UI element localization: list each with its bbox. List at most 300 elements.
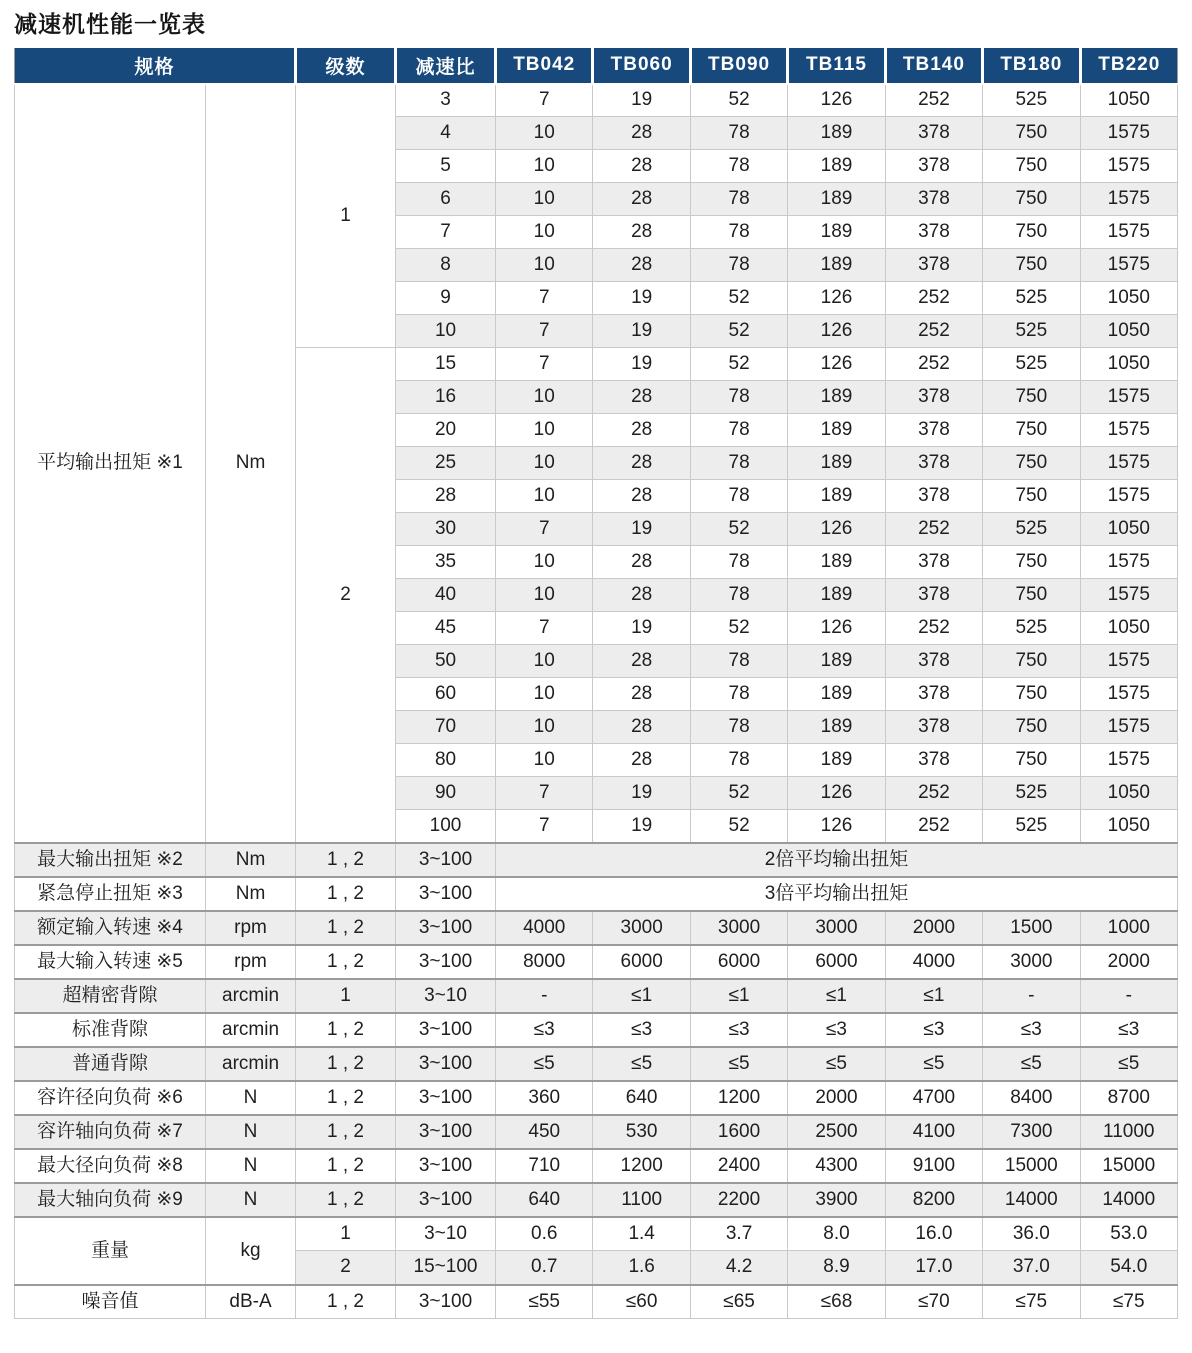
- unit-cell: Nm: [206, 84, 296, 843]
- value-cell: 28: [593, 414, 690, 447]
- header-model-TB090: TB090: [690, 48, 787, 84]
- value-cell: 126: [788, 513, 885, 546]
- value-cell: 10: [496, 216, 593, 249]
- value-cell: 1600: [690, 1115, 787, 1149]
- table-row: [15, 843, 1178, 877]
- value-cell: 19: [593, 777, 690, 810]
- ratio-cell: 20: [396, 414, 496, 447]
- value-cell: 37.0: [983, 1251, 1080, 1285]
- row-label: 最大输出扭矩 ※2: [15, 843, 206, 877]
- value-cell: 19: [593, 84, 690, 117]
- merged-value-cell: 2倍平均输出扭矩: [496, 843, 1178, 877]
- ratio-cell: 3~100: [396, 1013, 496, 1047]
- value-cell: 10: [496, 414, 593, 447]
- table-header: [15, 48, 1178, 84]
- value-cell: 52: [690, 282, 787, 315]
- unit-cell: rpm: [206, 945, 296, 979]
- value-cell: 52: [690, 810, 787, 843]
- value-cell: 750: [983, 414, 1080, 447]
- ratio-cell: 5: [396, 150, 496, 183]
- ratio-cell: 16: [396, 381, 496, 414]
- value-cell: 525: [983, 810, 1080, 843]
- value-cell: 28: [593, 249, 690, 282]
- header-model-TB115: TB115: [788, 48, 885, 84]
- value-cell: 14000: [983, 1183, 1080, 1217]
- value-cell: ≤65: [690, 1285, 787, 1319]
- value-cell: 126: [788, 777, 885, 810]
- value-cell: 10: [496, 546, 593, 579]
- value-cell: 78: [690, 744, 787, 777]
- ratio-cell: 45: [396, 612, 496, 645]
- value-cell: 10: [496, 249, 593, 282]
- value-cell: 378: [885, 480, 982, 513]
- value-cell: 450: [496, 1115, 593, 1149]
- value-cell: ≤68: [788, 1285, 885, 1319]
- value-cell: 189: [788, 744, 885, 777]
- value-cell: 750: [983, 117, 1080, 150]
- row-label: 额定输入转速 ※4: [15, 911, 206, 945]
- value-cell: ≤5: [885, 1047, 982, 1081]
- ratio-cell: 10: [396, 315, 496, 348]
- value-cell: 4000: [885, 945, 982, 979]
- value-cell: 78: [690, 447, 787, 480]
- value-cell: 6000: [788, 945, 885, 979]
- value-cell: 53.0: [1080, 1217, 1177, 1251]
- value-cell: 1575: [1080, 117, 1177, 150]
- value-cell: 1.4: [593, 1217, 690, 1251]
- value-cell: 189: [788, 480, 885, 513]
- spec-table: [14, 48, 1178, 1320]
- unit-cell: Nm: [206, 843, 296, 877]
- ratio-cell: 40: [396, 579, 496, 612]
- table-row: [15, 979, 1178, 1013]
- stage-cell: 1 , 2: [296, 877, 396, 911]
- stage-cell: 1 , 2: [296, 843, 396, 877]
- value-cell: 1575: [1080, 381, 1177, 414]
- value-cell: 1050: [1080, 612, 1177, 645]
- value-cell: 1575: [1080, 150, 1177, 183]
- ratio-cell: 35: [396, 546, 496, 579]
- value-cell: 1050: [1080, 282, 1177, 315]
- ratio-cell: 3~100: [396, 1149, 496, 1183]
- value-cell: 378: [885, 744, 982, 777]
- value-cell: 36.0: [983, 1217, 1080, 1251]
- value-cell: 19: [593, 348, 690, 381]
- table-body: [15, 84, 1178, 1319]
- value-cell: 750: [983, 447, 1080, 480]
- value-cell: 1100: [593, 1183, 690, 1217]
- value-cell: 378: [885, 381, 982, 414]
- value-cell: -: [983, 979, 1080, 1013]
- table-row: [15, 1285, 1178, 1319]
- value-cell: 1050: [1080, 810, 1177, 843]
- unit-cell: dB-A: [206, 1285, 296, 1319]
- value-cell: 52: [690, 84, 787, 117]
- value-cell: 1575: [1080, 183, 1177, 216]
- value-cell: 54.0: [1080, 1251, 1177, 1285]
- value-cell: 1575: [1080, 480, 1177, 513]
- row-label: 最大径向负荷 ※8: [15, 1149, 206, 1183]
- value-cell: ≤3: [593, 1013, 690, 1047]
- table-row: [15, 945, 1178, 979]
- value-cell: 189: [788, 183, 885, 216]
- value-cell: 252: [885, 513, 982, 546]
- value-cell: 378: [885, 447, 982, 480]
- value-cell: ≤3: [496, 1013, 593, 1047]
- ratio-cell: 30: [396, 513, 496, 546]
- value-cell: ≤5: [1080, 1047, 1177, 1081]
- value-cell: 189: [788, 249, 885, 282]
- value-cell: 1050: [1080, 315, 1177, 348]
- value-cell: 378: [885, 117, 982, 150]
- ratio-cell: 6: [396, 183, 496, 216]
- value-cell: 750: [983, 546, 1080, 579]
- value-cell: 378: [885, 678, 982, 711]
- value-cell: 750: [983, 150, 1080, 183]
- value-cell: 378: [885, 249, 982, 282]
- unit-cell: N: [206, 1183, 296, 1217]
- stage-cell: 1 , 2: [296, 911, 396, 945]
- value-cell: 28: [593, 381, 690, 414]
- stage-cell: 2: [296, 348, 396, 843]
- value-cell: 78: [690, 480, 787, 513]
- value-cell: 3000: [788, 911, 885, 945]
- ratio-cell: 3~100: [396, 1115, 496, 1149]
- header-ratio: 减速比: [396, 48, 496, 84]
- value-cell: 1.6: [593, 1251, 690, 1285]
- value-cell: 8200: [885, 1183, 982, 1217]
- ratio-cell: 3: [396, 84, 496, 117]
- table-row: [15, 1183, 1178, 1217]
- value-cell: 126: [788, 84, 885, 117]
- value-cell: 750: [983, 183, 1080, 216]
- value-cell: ≤75: [1080, 1285, 1177, 1319]
- value-cell: 6000: [690, 945, 787, 979]
- ratio-cell: 25: [396, 447, 496, 480]
- value-cell: 7: [496, 810, 593, 843]
- value-cell: 52: [690, 777, 787, 810]
- value-cell: ≤70: [885, 1285, 982, 1319]
- unit-cell: kg: [206, 1217, 296, 1285]
- value-cell: 3000: [983, 945, 1080, 979]
- value-cell: 189: [788, 579, 885, 612]
- value-cell: 750: [983, 711, 1080, 744]
- value-cell: 189: [788, 546, 885, 579]
- value-cell: ≤1: [885, 979, 982, 1013]
- stage-cell: 2: [296, 1251, 396, 1285]
- value-cell: 78: [690, 150, 787, 183]
- value-cell: ≤3: [885, 1013, 982, 1047]
- value-cell: 189: [788, 414, 885, 447]
- ratio-cell: 3~10: [396, 979, 496, 1013]
- value-cell: 8.0: [788, 1217, 885, 1251]
- value-cell: ≤75: [983, 1285, 1080, 1319]
- value-cell: 17.0: [885, 1251, 982, 1285]
- value-cell: 2500: [788, 1115, 885, 1149]
- value-cell: 1575: [1080, 711, 1177, 744]
- value-cell: ≤1: [593, 979, 690, 1013]
- header-row: [15, 48, 1178, 84]
- header-model-TB042: TB042: [496, 48, 593, 84]
- value-cell: 78: [690, 645, 787, 678]
- value-cell: 10: [496, 678, 593, 711]
- value-cell: 126: [788, 612, 885, 645]
- value-cell: ≤55: [496, 1285, 593, 1319]
- ratio-cell: 80: [396, 744, 496, 777]
- value-cell: 78: [690, 381, 787, 414]
- value-cell: 189: [788, 678, 885, 711]
- value-cell: -: [496, 979, 593, 1013]
- stage-cell: 1 , 2: [296, 1081, 396, 1115]
- value-cell: 378: [885, 645, 982, 678]
- value-cell: 189: [788, 216, 885, 249]
- header-model-TB220: TB220: [1080, 48, 1177, 84]
- row-label: 超精密背隙: [15, 979, 206, 1013]
- unit-cell: N: [206, 1081, 296, 1115]
- stage-cell: 1: [296, 979, 396, 1013]
- value-cell: 28: [593, 216, 690, 249]
- value-cell: 9100: [885, 1149, 982, 1183]
- value-cell: 78: [690, 414, 787, 447]
- stage-cell: 1 , 2: [296, 1013, 396, 1047]
- table-row: [15, 911, 1178, 945]
- stage-cell: 1: [296, 1217, 396, 1251]
- unit-cell: arcmin: [206, 1013, 296, 1047]
- value-cell: 10: [496, 744, 593, 777]
- value-cell: 78: [690, 678, 787, 711]
- value-cell: ≤3: [690, 1013, 787, 1047]
- value-cell: 11000: [1080, 1115, 1177, 1149]
- value-cell: 252: [885, 282, 982, 315]
- value-cell: 750: [983, 480, 1080, 513]
- value-cell: 78: [690, 249, 787, 282]
- row-label-avg-output-torque: 平均输出扭矩 ※1: [15, 84, 206, 843]
- table-row: [15, 1013, 1178, 1047]
- unit-cell: N: [206, 1115, 296, 1149]
- value-cell: 525: [983, 612, 1080, 645]
- value-cell: 7: [496, 282, 593, 315]
- value-cell: 750: [983, 678, 1080, 711]
- value-cell: 10: [496, 645, 593, 678]
- value-cell: 525: [983, 348, 1080, 381]
- value-cell: 28: [593, 711, 690, 744]
- value-cell: 4100: [885, 1115, 982, 1149]
- ratio-cell: 15: [396, 348, 496, 381]
- value-cell: 4700: [885, 1081, 982, 1115]
- ratio-cell: 4: [396, 117, 496, 150]
- header-stage: 级数: [296, 48, 396, 84]
- value-cell: 78: [690, 183, 787, 216]
- value-cell: 126: [788, 315, 885, 348]
- value-cell: 28: [593, 150, 690, 183]
- value-cell: 7: [496, 513, 593, 546]
- value-cell: 2200: [690, 1183, 787, 1217]
- value-cell: 52: [690, 612, 787, 645]
- value-cell: 710: [496, 1149, 593, 1183]
- stage-cell: 1 , 2: [296, 1285, 396, 1319]
- value-cell: 640: [593, 1081, 690, 1115]
- value-cell: ≤3: [983, 1013, 1080, 1047]
- row-label: 紧急停止扭矩 ※3: [15, 877, 206, 911]
- page-title: 减速机性能一览表: [14, 11, 206, 37]
- value-cell: 19: [593, 612, 690, 645]
- value-cell: 52: [690, 348, 787, 381]
- ratio-cell: 28: [396, 480, 496, 513]
- unit-cell: rpm: [206, 911, 296, 945]
- value-cell: ≤3: [788, 1013, 885, 1047]
- value-cell: 2400: [690, 1149, 787, 1183]
- value-cell: 1575: [1080, 546, 1177, 579]
- value-cell: 1575: [1080, 579, 1177, 612]
- value-cell: 28: [593, 645, 690, 678]
- merged-value-cell: 3倍平均输出扭矩: [496, 877, 1178, 911]
- value-cell: ≤5: [983, 1047, 1080, 1081]
- stage-cell: 1 , 2: [296, 1183, 396, 1217]
- value-cell: 0.7: [496, 1251, 593, 1285]
- value-cell: 19: [593, 282, 690, 315]
- value-cell: 19: [593, 810, 690, 843]
- value-cell: 10: [496, 183, 593, 216]
- row-label: 容许径向负荷 ※6: [15, 1081, 206, 1115]
- value-cell: 28: [593, 744, 690, 777]
- value-cell: 252: [885, 612, 982, 645]
- value-cell: 78: [690, 546, 787, 579]
- table-row: [15, 1115, 1178, 1149]
- value-cell: 7: [496, 348, 593, 381]
- ratio-cell: 8: [396, 249, 496, 282]
- value-cell: 28: [593, 480, 690, 513]
- value-cell: 1200: [690, 1081, 787, 1115]
- value-cell: 750: [983, 216, 1080, 249]
- table-row: [15, 84, 1178, 117]
- value-cell: 4000: [496, 911, 593, 945]
- value-cell: 78: [690, 711, 787, 744]
- value-cell: 378: [885, 546, 982, 579]
- value-cell: 28: [593, 447, 690, 480]
- value-cell: 1575: [1080, 414, 1177, 447]
- value-cell: 1575: [1080, 249, 1177, 282]
- ratio-cell: 3~100: [396, 1081, 496, 1115]
- value-cell: 525: [983, 84, 1080, 117]
- value-cell: ≤5: [496, 1047, 593, 1081]
- header-spec: 规格: [15, 48, 296, 84]
- value-cell: 6000: [593, 945, 690, 979]
- value-cell: 525: [983, 777, 1080, 810]
- value-cell: 750: [983, 744, 1080, 777]
- value-cell: 28: [593, 678, 690, 711]
- ratio-cell: 50: [396, 645, 496, 678]
- value-cell: 525: [983, 315, 1080, 348]
- ratio-cell: 3~100: [396, 1285, 496, 1319]
- stage-cell: 1 , 2: [296, 1115, 396, 1149]
- table-row: [15, 1149, 1178, 1183]
- table-row: [15, 1217, 1178, 1251]
- value-cell: 189: [788, 645, 885, 678]
- value-cell: 10: [496, 117, 593, 150]
- unit-cell: arcmin: [206, 979, 296, 1013]
- value-cell: 1000: [1080, 911, 1177, 945]
- header-model-TB180: TB180: [983, 48, 1080, 84]
- value-cell: 78: [690, 579, 787, 612]
- row-label: 容许轴向负荷 ※7: [15, 1115, 206, 1149]
- value-cell: 52: [690, 315, 787, 348]
- value-cell: ≤3: [1080, 1013, 1177, 1047]
- value-cell: 252: [885, 348, 982, 381]
- value-cell: 3000: [593, 911, 690, 945]
- value-cell: 252: [885, 84, 982, 117]
- value-cell: 360: [496, 1081, 593, 1115]
- value-cell: 252: [885, 315, 982, 348]
- value-cell: 19: [593, 513, 690, 546]
- value-cell: 1050: [1080, 84, 1177, 117]
- value-cell: 28: [593, 579, 690, 612]
- value-cell: 19: [593, 315, 690, 348]
- ratio-cell: 3~100: [396, 1047, 496, 1081]
- value-cell: 10: [496, 711, 593, 744]
- stage-cell: 1 , 2: [296, 1047, 396, 1081]
- value-cell: 1575: [1080, 744, 1177, 777]
- value-cell: 2000: [1080, 945, 1177, 979]
- value-cell: 10: [496, 150, 593, 183]
- value-cell: 1575: [1080, 447, 1177, 480]
- value-cell: 189: [788, 447, 885, 480]
- value-cell: 3900: [788, 1183, 885, 1217]
- value-cell: 1050: [1080, 513, 1177, 546]
- value-cell: 10: [496, 579, 593, 612]
- value-cell: 3.7: [690, 1217, 787, 1251]
- value-cell: 252: [885, 810, 982, 843]
- header-model-TB060: TB060: [593, 48, 690, 84]
- value-cell: 2000: [788, 1081, 885, 1115]
- header-model-TB140: TB140: [885, 48, 982, 84]
- ratio-cell: 3~100: [396, 911, 496, 945]
- value-cell: 378: [885, 183, 982, 216]
- value-cell: 8000: [496, 945, 593, 979]
- ratio-cell: 3~100: [396, 843, 496, 877]
- value-cell: 3000: [690, 911, 787, 945]
- value-cell: 252: [885, 777, 982, 810]
- value-cell: 750: [983, 579, 1080, 612]
- value-cell: 378: [885, 711, 982, 744]
- value-cell: 750: [983, 381, 1080, 414]
- value-cell: 78: [690, 117, 787, 150]
- value-cell: 378: [885, 414, 982, 447]
- value-cell: 750: [983, 249, 1080, 282]
- ratio-cell: 7: [396, 216, 496, 249]
- value-cell: 10: [496, 480, 593, 513]
- value-cell: 1575: [1080, 216, 1177, 249]
- ratio-cell: 15~100: [396, 1251, 496, 1285]
- value-cell: 7: [496, 612, 593, 645]
- value-cell: 4300: [788, 1149, 885, 1183]
- value-cell: 1575: [1080, 678, 1177, 711]
- value-cell: 8400: [983, 1081, 1080, 1115]
- value-cell: 7300: [983, 1115, 1080, 1149]
- value-cell: 640: [496, 1183, 593, 1217]
- value-cell: ≤1: [690, 979, 787, 1013]
- value-cell: 126: [788, 348, 885, 381]
- unit-cell: arcmin: [206, 1047, 296, 1081]
- ratio-cell: 3~100: [396, 945, 496, 979]
- stage-cell: 1: [296, 84, 396, 348]
- row-label-noise: 噪音值: [15, 1285, 206, 1319]
- value-cell: 0.6: [496, 1217, 593, 1251]
- value-cell: ≤60: [593, 1285, 690, 1319]
- value-cell: 52: [690, 513, 787, 546]
- ratio-cell: 3~10: [396, 1217, 496, 1251]
- value-cell: 189: [788, 117, 885, 150]
- value-cell: 7: [496, 84, 593, 117]
